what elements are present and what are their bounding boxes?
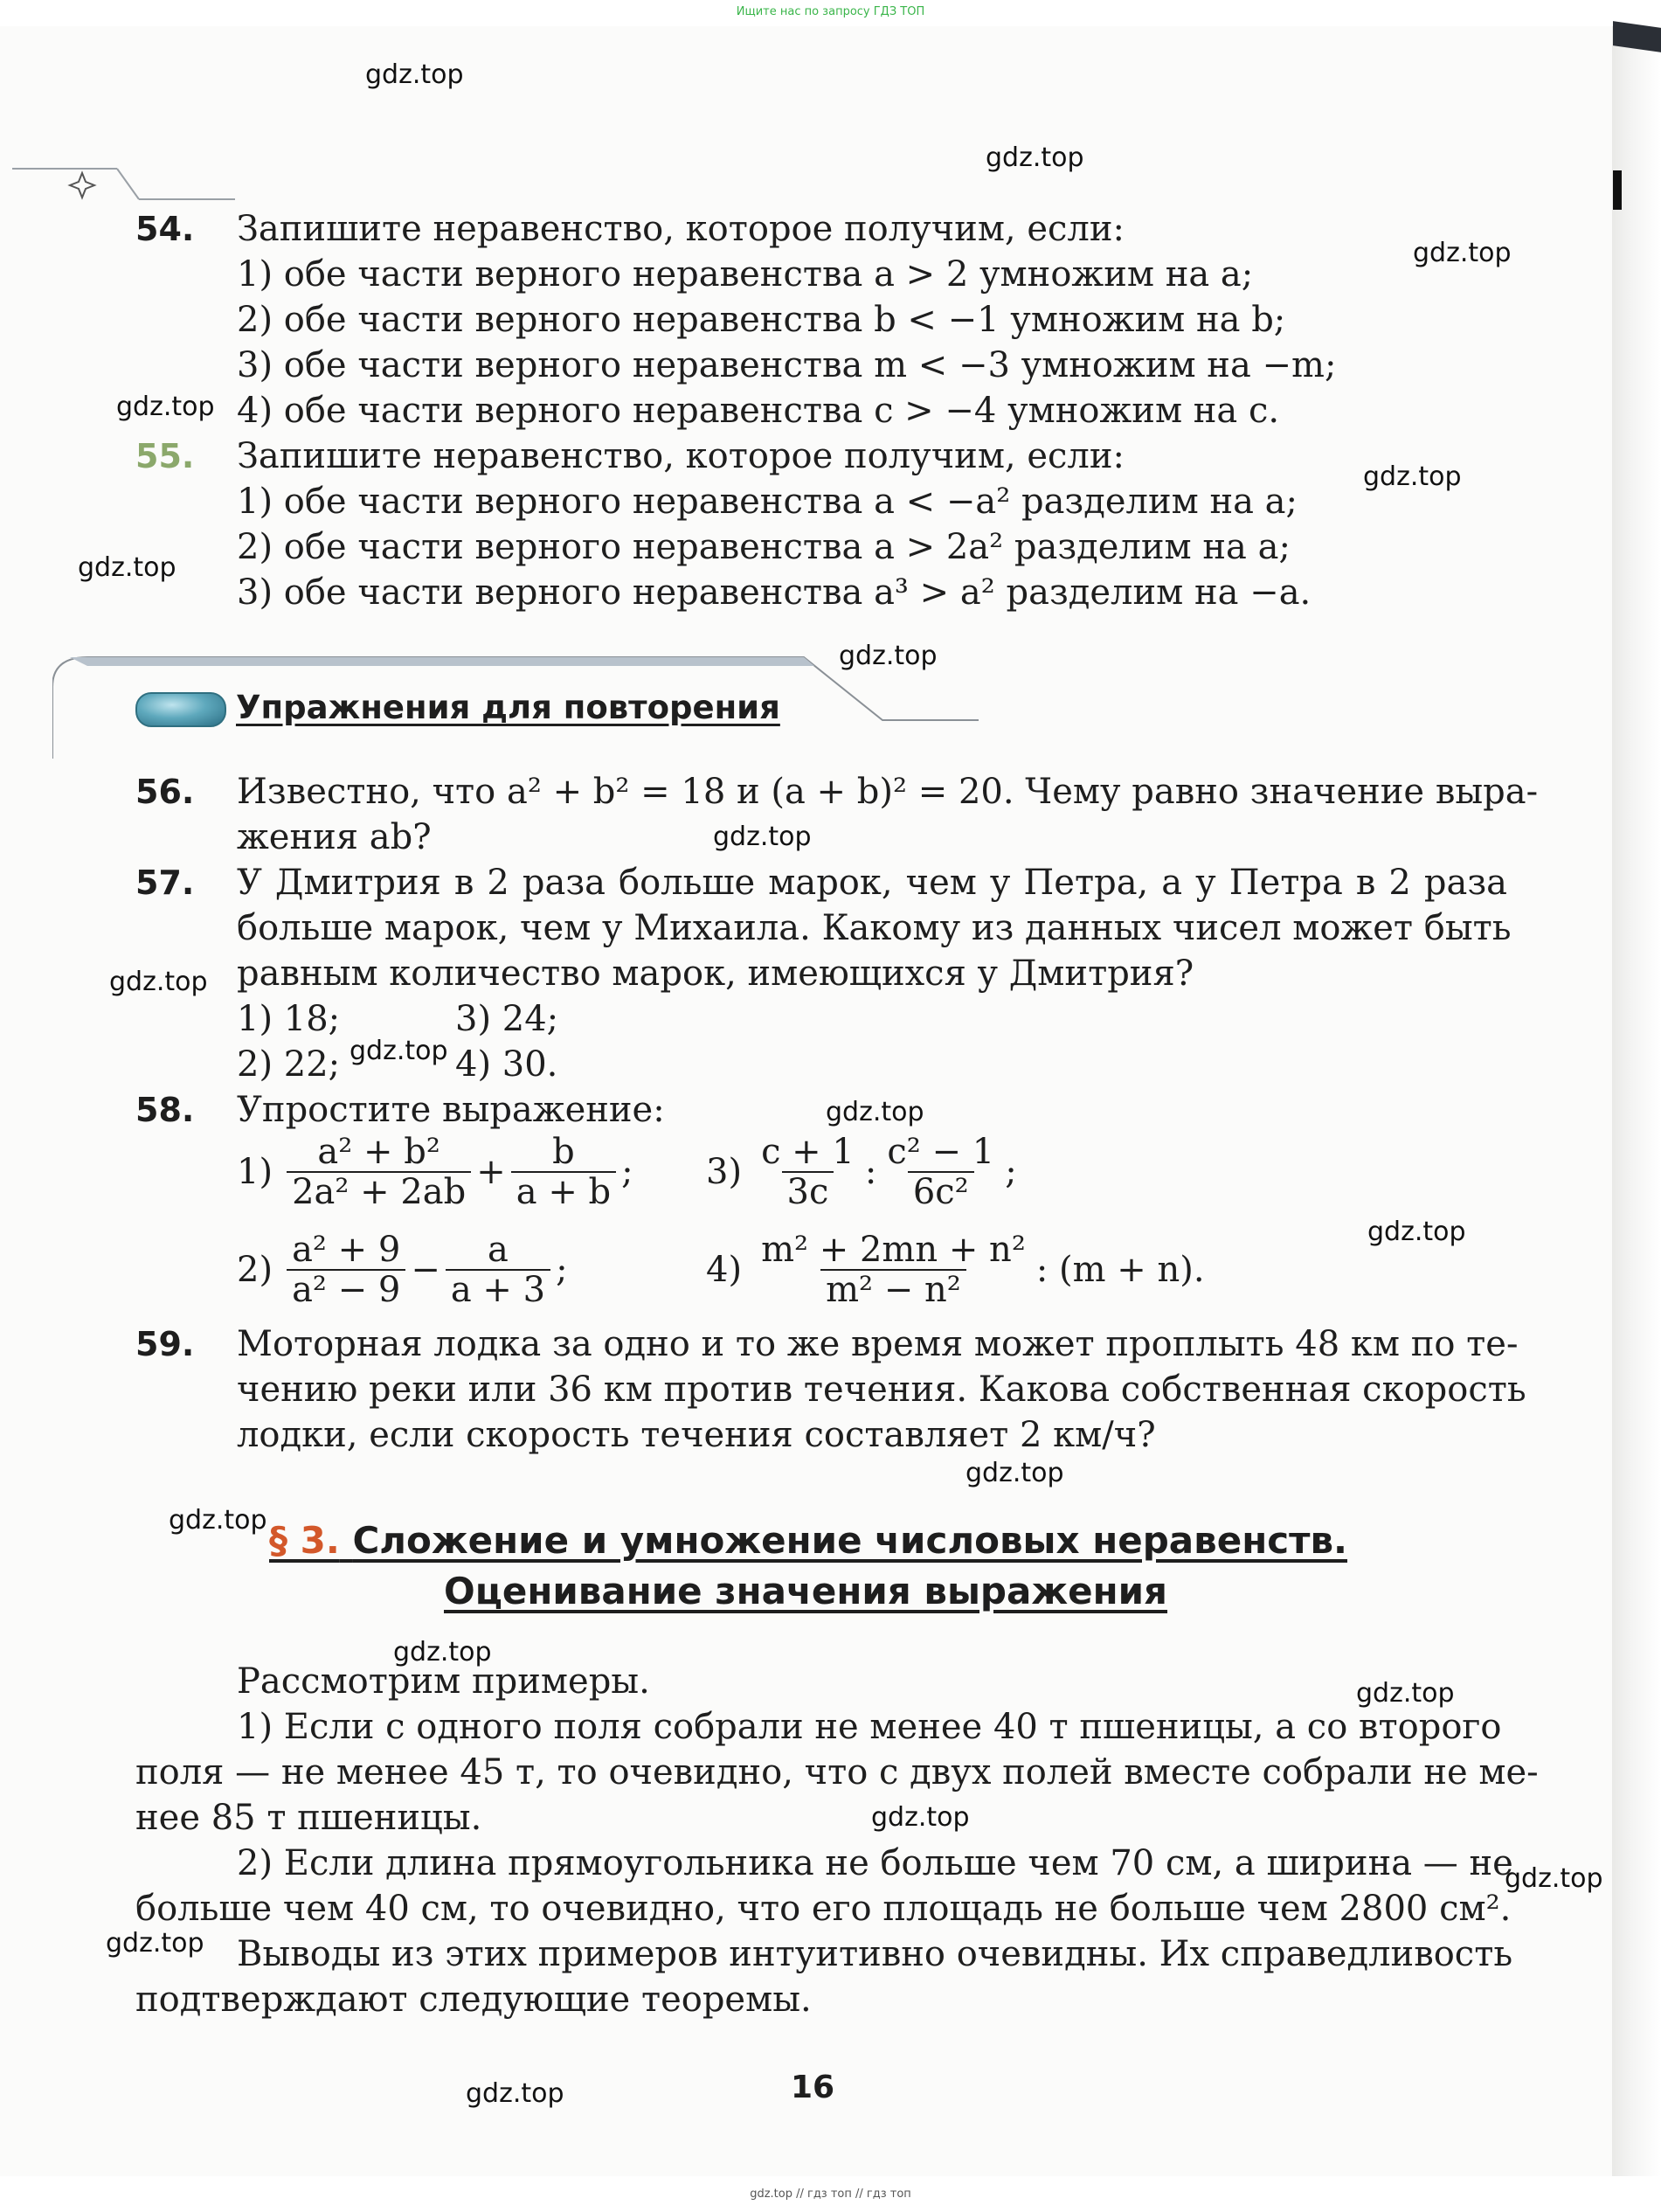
watermark: gdz.top xyxy=(965,1458,1064,1488)
numerator: c + 1 xyxy=(761,1132,855,1172)
numerator: a xyxy=(488,1230,509,1270)
denominator: 3c xyxy=(782,1171,834,1211)
expression-1 xyxy=(237,1133,633,1211)
exercise-number: 54. xyxy=(135,210,195,248)
exercise-line: равным количество марок, имеющихся у Дмитрия? xyxy=(237,953,1194,994)
exercise-number: 57. xyxy=(135,863,195,902)
expression-4 xyxy=(706,1231,1205,1309)
section-sign: § 3. xyxy=(269,1519,340,1562)
item-label: 2) xyxy=(237,1250,273,1290)
answer-option: 3) 24; xyxy=(455,999,559,1039)
watermark: gdz.top xyxy=(365,59,464,90)
edge-bar xyxy=(1613,170,1622,210)
denominator: a + b xyxy=(511,1171,616,1211)
exercise-line: лодки, если скорость течения составляет 2 км/ч? xyxy=(237,1415,1156,1455)
exercise-54 xyxy=(135,206,1507,433)
watermark: gdz.top xyxy=(393,1637,492,1668)
numerator: c² − 1 xyxy=(887,1132,995,1172)
exercise-56 xyxy=(135,769,1539,860)
section-title-line1: Сложение и умножение числовых неравенств. xyxy=(352,1519,1347,1562)
exercise-line: 1) обе части верного неравенства a > 2 умножим на a; xyxy=(237,254,1254,295)
fraction xyxy=(882,1133,1000,1211)
watermark: gdz.top xyxy=(109,967,208,997)
watermark: gdz.top xyxy=(871,1802,970,1833)
watermark: gdz.top xyxy=(1413,238,1512,268)
answer-option: 1) 18; xyxy=(237,999,341,1039)
page-edge xyxy=(1612,26,1661,2176)
review-pill-icon xyxy=(135,692,226,727)
exercise-number: 58. xyxy=(135,1091,195,1129)
operator: − xyxy=(411,1250,440,1290)
denominator: a² − 9 xyxy=(287,1269,405,1309)
exercise-line: 4) обе части верного неравенства c > −4 умножим на c. xyxy=(237,391,1280,431)
item-label: 4) xyxy=(706,1250,743,1290)
watermark: gdz.top xyxy=(1505,1863,1603,1894)
text-line: подтверждают следующие теоремы. xyxy=(135,1980,812,2020)
expression-2 xyxy=(237,1231,568,1309)
watermark: gdz.top xyxy=(169,1505,267,1536)
watermark: gdz.top xyxy=(839,641,938,671)
punctuation: ; xyxy=(1005,1152,1017,1192)
text-line: 1) Если с одного поля собрали не менее 40 т пшеницы, а со второго xyxy=(237,1707,1502,1747)
fraction xyxy=(756,1133,860,1211)
watermark: gdz.top xyxy=(106,1928,204,1959)
exercise-line: Известно, что a² + b² = 18 и (a + b)² = 20. Чему равно значение выра- xyxy=(237,772,1539,812)
watermark: gdz.top xyxy=(116,392,215,422)
answer-option: 2) 22; xyxy=(237,1044,341,1085)
numerator: a² + b² xyxy=(317,1132,440,1172)
text-line: Рассмотрим примеры. xyxy=(237,1661,650,1702)
watermark: gdz.top xyxy=(826,1097,924,1127)
operator-tail: : (m + n). xyxy=(1035,1250,1205,1290)
item-label: 1) xyxy=(237,1152,273,1192)
exercise-line: 2) обе части верного неравенства a > 2a² разделим на a; xyxy=(237,527,1291,567)
punctuation: ; xyxy=(621,1152,633,1192)
text-line: нее 85 т пшеницы. xyxy=(135,1798,482,1838)
exercise-line: 3) обе части верного неравенства a³ > a² разделим на −a. xyxy=(237,572,1311,613)
denominator: a + 3 xyxy=(446,1269,550,1309)
exercise-line: жения ab? xyxy=(237,817,432,857)
fraction xyxy=(287,1133,471,1211)
numerator: a² + 9 xyxy=(292,1230,401,1270)
exercise-line: 1) обе части верного неравенства a < −a² разделим на a; xyxy=(237,482,1298,522)
exercise-line: Моторная лодка за одно и то же время может проплыть 48 км по те- xyxy=(237,1324,1519,1364)
exercise-line: У Дмитрия в 2 раза больше марок, чем у Петра, а у Петра в 2 раза xyxy=(237,863,1507,903)
exercise-57 xyxy=(135,860,1512,1087)
fraction xyxy=(511,1133,616,1211)
watermark: gdz.top xyxy=(1356,1678,1455,1709)
star-decoration-icon xyxy=(12,166,235,201)
denominator: m² − n² xyxy=(820,1269,966,1309)
exercise-line: Запишите неравенство, которое получим, если: xyxy=(237,436,1125,476)
fraction xyxy=(756,1231,1031,1309)
numerator: b xyxy=(552,1132,575,1172)
exercise-line: 3) обе части верного неравенства m < −3 умножим на −m; xyxy=(237,345,1337,385)
denominator: 2a² + 2ab xyxy=(287,1171,471,1211)
exercise-59 xyxy=(135,1321,1526,1458)
section-heading xyxy=(269,1519,1347,1562)
watermark: gdz.top xyxy=(78,552,176,583)
body-text xyxy=(135,1659,1539,2022)
watermark: gdz.top xyxy=(466,2078,564,2109)
text-line: поля — не менее 45 т, то очевидно, что с двух полей вместе собрали не ме- xyxy=(135,1752,1539,1792)
section-heading-line2 xyxy=(444,1570,1167,1612)
exercise-number: 55. xyxy=(135,437,195,475)
review-title: Упражнения для повторения xyxy=(236,689,780,726)
expression-3 xyxy=(706,1133,1017,1211)
punctuation: ; xyxy=(556,1250,568,1290)
page-number: 16 xyxy=(791,2070,835,2105)
exercise-number: 59. xyxy=(135,1325,195,1363)
fraction xyxy=(287,1231,405,1309)
bottom-banner: gdz.top // гдз топ // гдз топ xyxy=(750,2188,911,2201)
exercise-line: чению реки или 36 км против течения. Какова собственная скорость xyxy=(237,1369,1526,1410)
text-line: 2) Если длина прямоугольника не больше чем 70 см, а ширина — не xyxy=(237,1843,1513,1883)
watermark: gdz.top xyxy=(986,142,1084,173)
watermark: gdz.top xyxy=(350,1036,448,1066)
fraction xyxy=(446,1231,550,1309)
watermark: gdz.top xyxy=(1363,461,1462,492)
operator: + xyxy=(476,1152,506,1192)
exercise-line: 2) обе части верного неравенства b < −1 умножим на b; xyxy=(237,300,1286,340)
exercise-line: Запишите неравенство, которое получим, если: xyxy=(237,209,1125,249)
exercise-55 xyxy=(135,433,1507,615)
top-banner: Ищите нас по запросу ГДЗ ТОП xyxy=(736,5,925,18)
denominator: 6c² xyxy=(908,1171,974,1211)
text-line: больше чем 40 см, то очевидно, что его площадь не больше чем 2800 см². xyxy=(135,1889,1512,1929)
watermark: gdz.top xyxy=(1367,1217,1466,1247)
watermark: gdz.top xyxy=(713,822,812,852)
exercise-line: Упростите выражение: xyxy=(237,1090,665,1130)
item-label: 3) xyxy=(706,1152,743,1192)
exercise-number: 56. xyxy=(135,773,195,811)
exercise-line: больше марок, чем у Михаила. Какому из данных чисел может быть xyxy=(237,908,1512,948)
section-title-line2: Оценивание значения выражения xyxy=(444,1570,1168,1612)
operator: : xyxy=(864,1152,877,1192)
exercise-58 xyxy=(135,1087,1507,1133)
text-line: Выводы из этих примеров интуитивно очевидны. Их справедливость xyxy=(237,1934,1513,1974)
answer-option: 4) 30. xyxy=(455,1044,558,1085)
numerator: m² + 2mn + n² xyxy=(761,1230,1026,1270)
